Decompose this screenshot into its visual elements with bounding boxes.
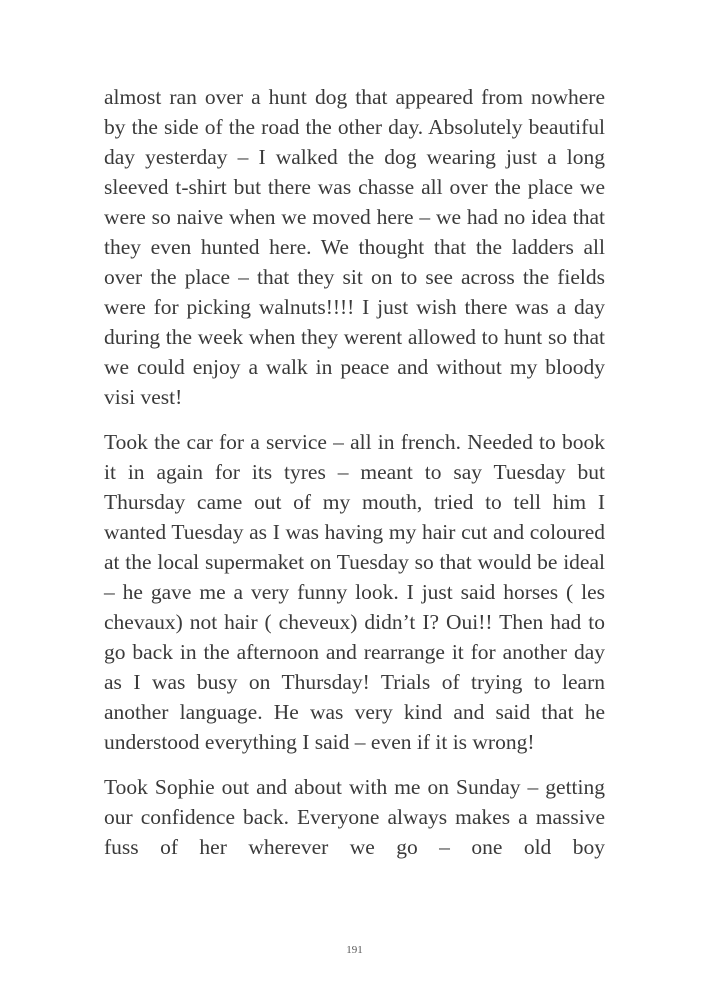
paragraph-car-service: Took the car for a service – all in french. Needed to book it in again for its tyres – meant to say Tuesday but Thursday came out of my mouth, tried to tell him I wanted Tuesday as I was having my hair cut and coloured at the local supermaket on Tuesday so that would be ideal – he gave me a very funny look. I just said horses ( les chevaux) not hair ( cheveux) didn’t I? Oui!! Then had to go back in the afternoon and rearrange it for another day as I was busy on Thursday! Trials of trying to learn another language. He was very kind and said that he understood everything I said – even if it is wrong! [104,430,605,754]
page-number: 191 [346,944,363,956]
body-text [104,82,605,877]
paragraph-hunt-dog: almost ran over a hunt dog that appeared from nowhere by the side of the road the other day. Absolutely beautiful day yesterday – I walked the dog wearing just a long sleeved t-shirt but there was chasse all over the place we were so naive when we moved here – we had no idea that they even hunted here. We thought that the ladders all over the place – that they sit on to see across the fields were for picking walnuts!!!! I just wish there was a day during the week when they werent allowed to hunt so that we could enjoy a walk in peace and without my bloody visi vest! [104,85,605,409]
paragraph-sophie: Took Sophie out and about with me on Sunday – getting our confidence back. Everyone always makes a massive fuss of her wherever we go – one old boy [104,775,605,859]
